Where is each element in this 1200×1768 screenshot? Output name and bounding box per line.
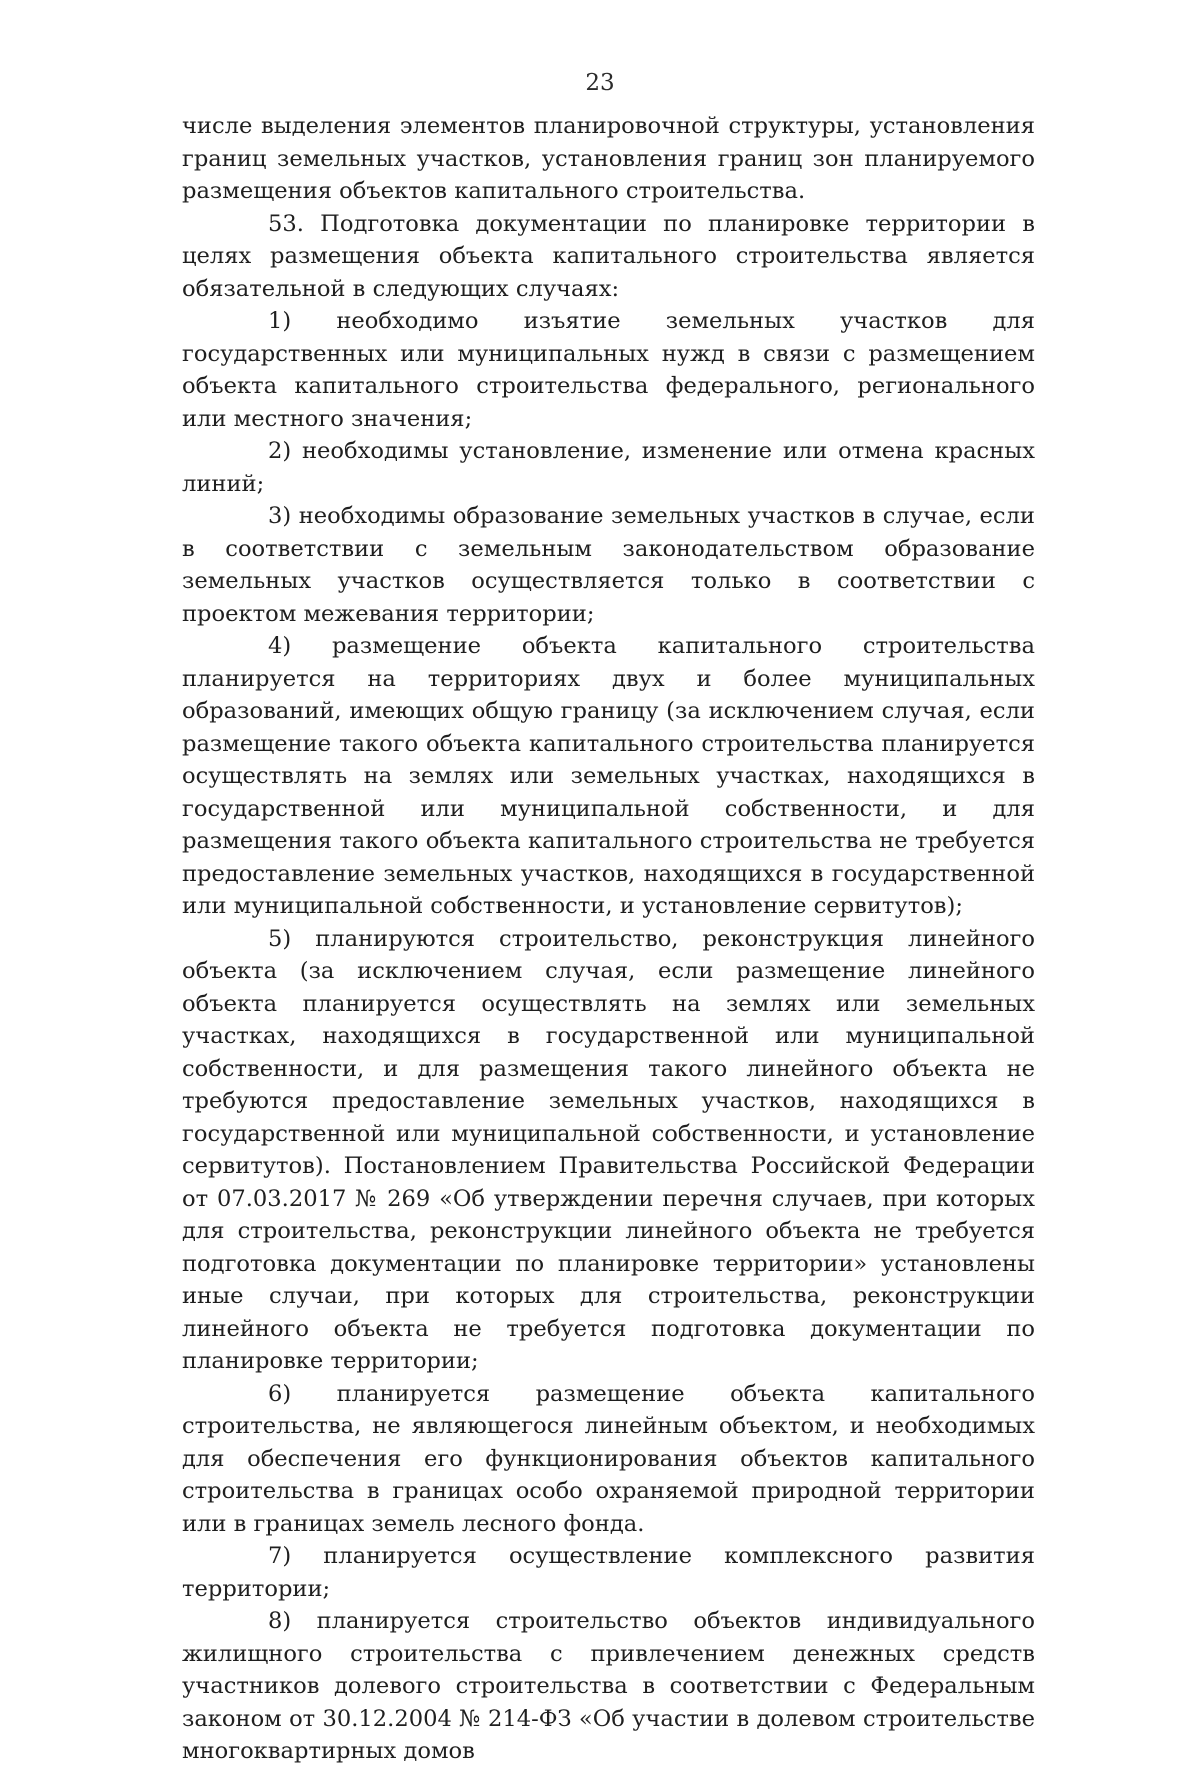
paragraph-item-53: 53. Подготовка документации по планировке территории в целях размещения объекта капитального строительства является обязательной в следующих случаях: [182, 210, 1035, 302]
paragraph-subitem-8: 8) планируется строительство объектов индивидуального жилищного строительства с привлечением денежных средств участников долевого строительства в соответствии с Федеральным законом от 30.12.2004 № 214-ФЗ «Об участии в долевом строительстве многоквартирных домов [182, 1608, 1035, 1764]
paragraph-continuation: числе выделения элементов планировочной структуры, установления границ земельных участков, установления границ зон планируемого размещения объектов капитального строительства. [182, 113, 1035, 204]
paragraph-subitem-2: 2) необходимы установление, изменение или отмена красных линий; [182, 438, 1035, 497]
paragraph-subitem-5: 5) планируются строительство, реконструкция линейного объекта (за исключением случая, если размещение линейного объекта планируется осуществлять на землях или земельных участках, находящихся в государственной или муниципальной собственности, и для размещения такого линейного объекта не требуются предоставление земельных участков, находящихся в государственной или муниципальной собственности, и установление сервитутов). Постановлением Правительства Российской Федерации от 07.03.2017 № 269 «Об утверждении перечня случаев, при которых для строительства, реконструкции линейного объекта не требуется подготовка документации по планировке территории» установлены иные случаи, при которых для строительства, реконструкции линейного объекта не требуется подготовка документации по планировке территории; [182, 925, 1035, 1374]
paragraph-subitem-1: 1) необходимо изъятие земельных участков для государственных или муниципальных нужд в связи с размещением объекта капитального строительства федерального, регионального или местного значения; [182, 308, 1035, 432]
paragraph-subitem-6: 6) планируется размещение объекта капитального строительства, не являющегося линейным объектом, и необходимых для обеспечения его функционирования объектов капитального строительства в границах особо охраняемой природной территории или в границах земель лесного фонда. [182, 1380, 1035, 1537]
paragraph-subitem-4: 4) размещение объекта капитального строительства планируется на территориях двух и более муниципальных образований, имеющих общую границу (за исключением случая, если размещение такого объекта капитального строительства планируется осуществлять на землях или земельных участках, находящихся в государственной или муниципальной собственности, и для размещения такого объекта капитального строительства не требуется предоставление земельных участков, находящихся в государственной или муниципальной собственности, и установление сервитутов); [182, 633, 1035, 919]
paragraph-subitem-3: 3) необходимы образование земельных участков в случае, если в соответствии с земельным законодательством образование земельных участков осуществляется только в соответствии с проектом межевания территории; [182, 503, 1035, 627]
page-number: 23 [585, 70, 615, 96]
paragraph-subitem-7: 7) планируется осуществление комплексного развития территории; [182, 1543, 1035, 1602]
document-body [182, 110, 1035, 1768]
